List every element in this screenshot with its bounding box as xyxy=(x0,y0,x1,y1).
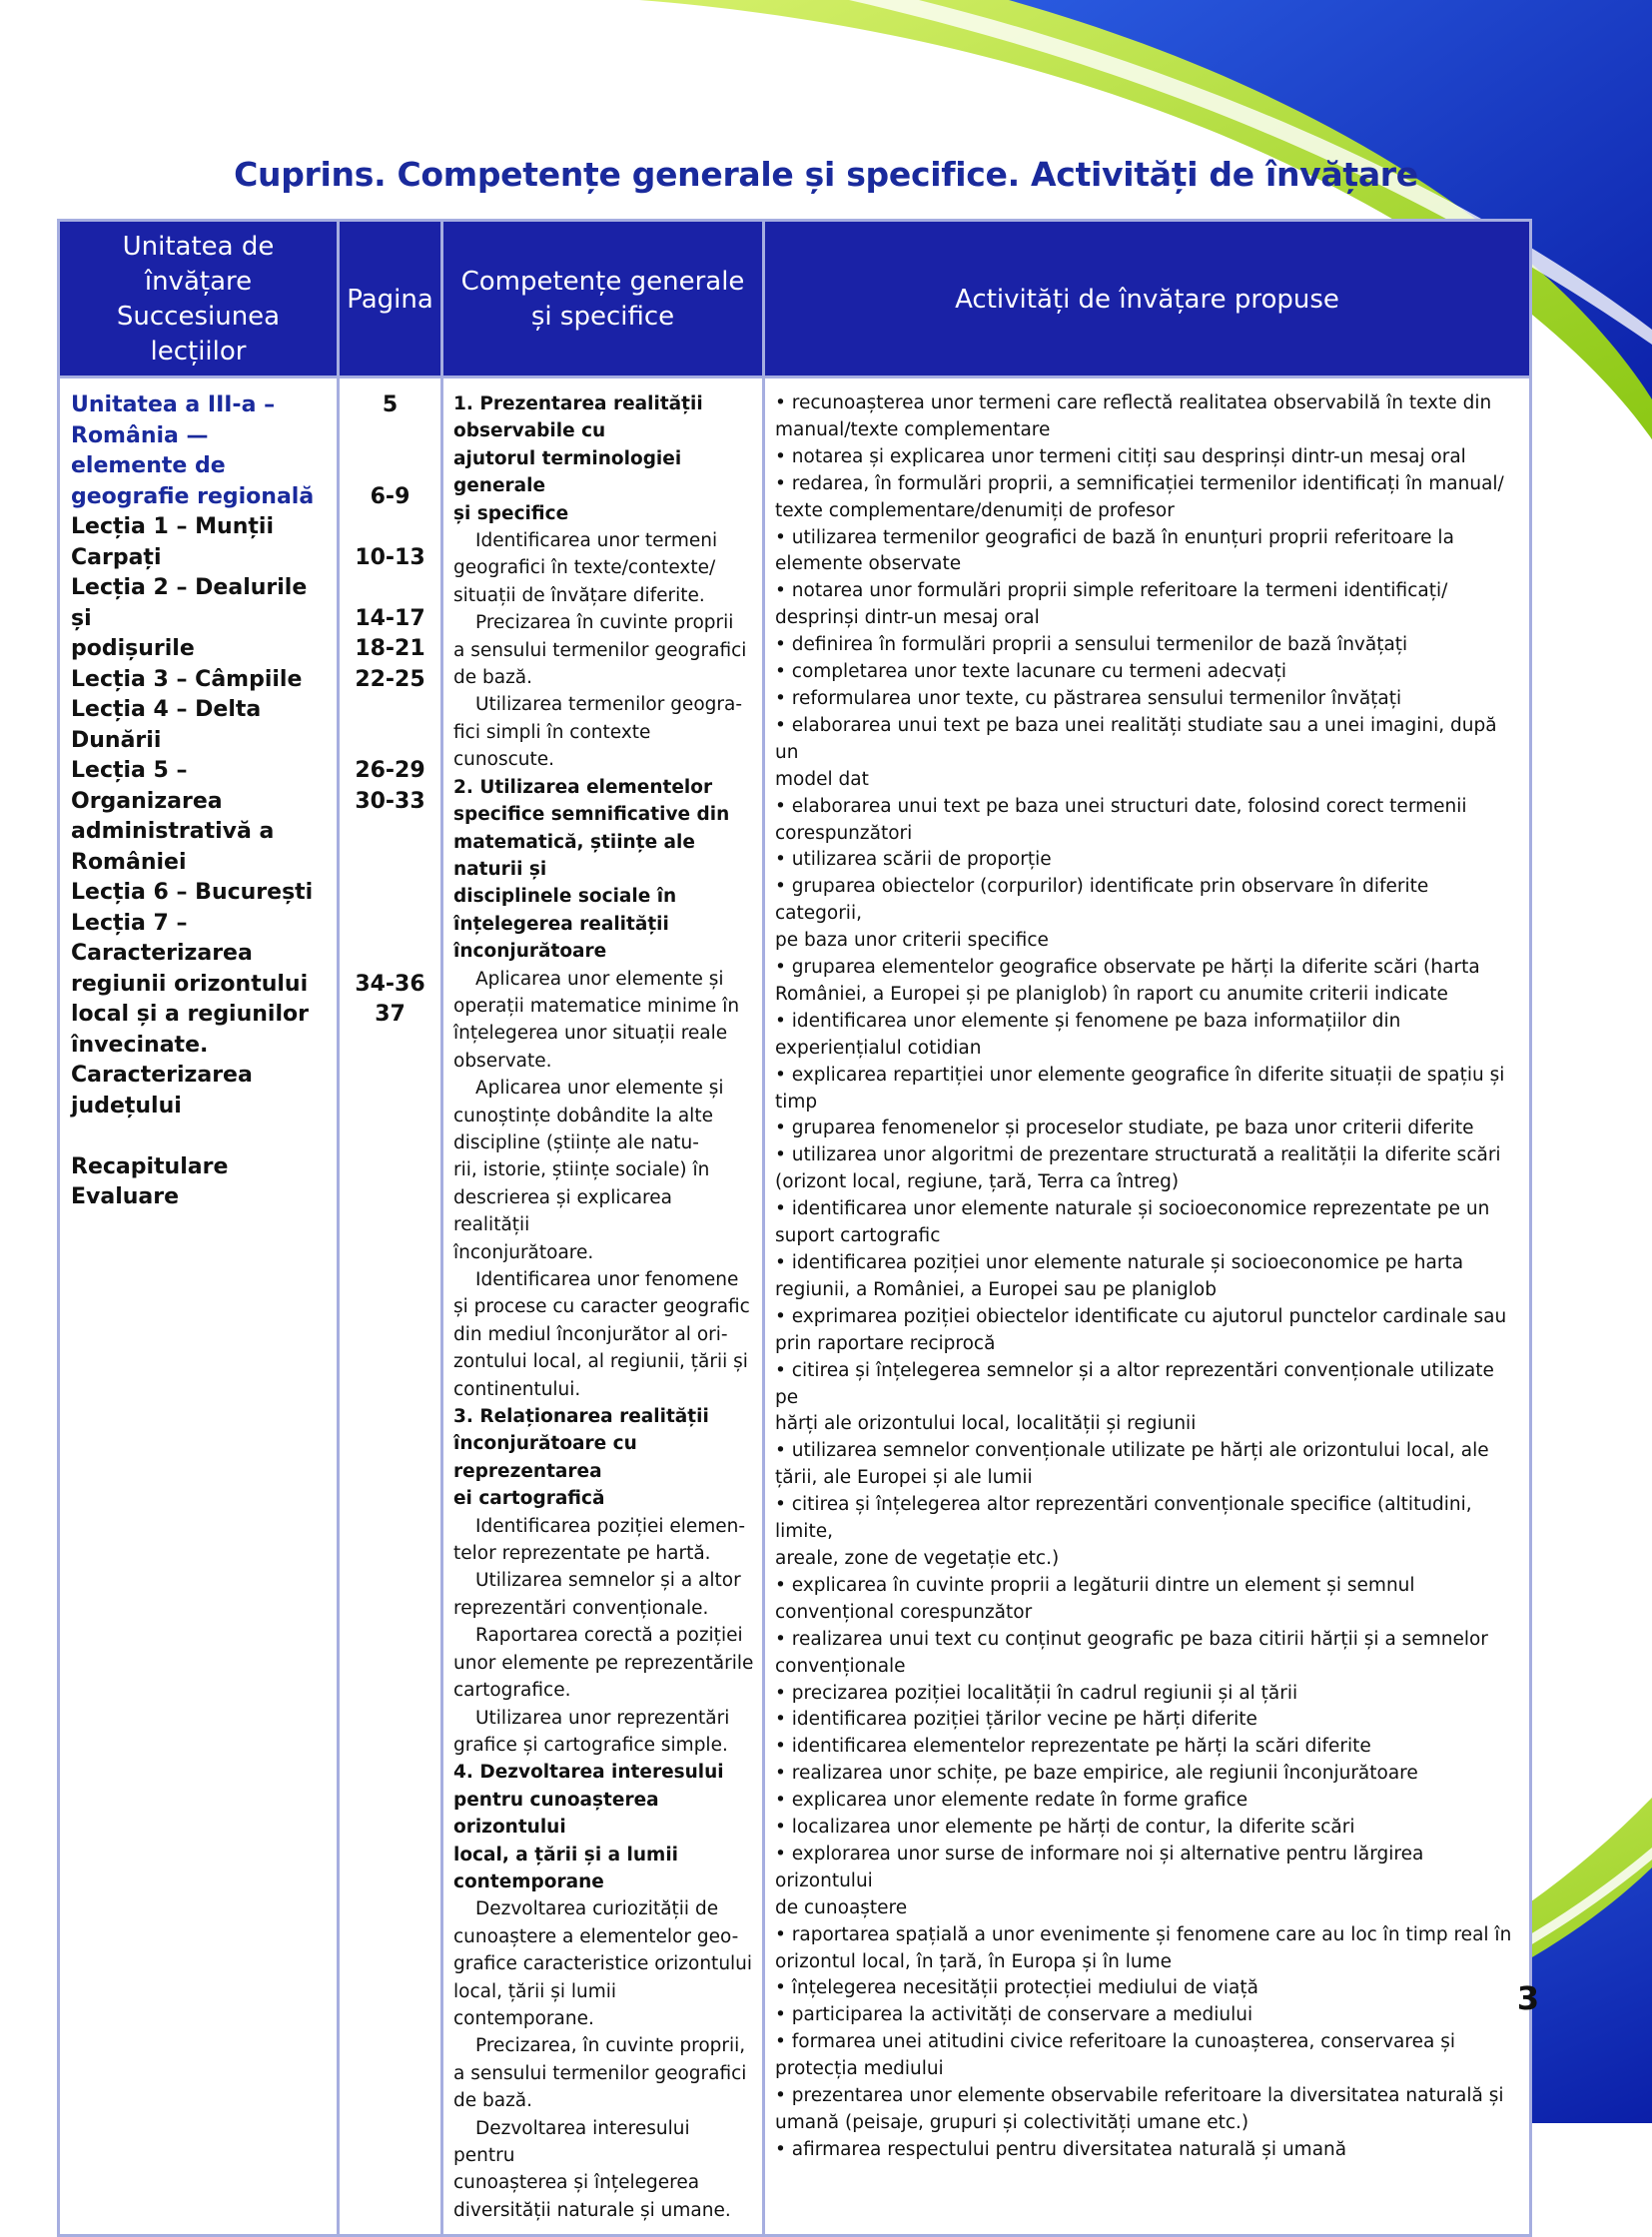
lesson-2-label: Lecția 2 – Dealurile și xyxy=(71,575,308,631)
activity-line: convențional corespunzător xyxy=(775,1601,1033,1623)
recap-page: 34-36 xyxy=(355,971,425,997)
competence-heading: 4. Dezvoltarea interesului xyxy=(453,1762,724,1784)
activity-line: • elaborarea unui text pe baza unei realități studiate sau a unei imagini, după un xyxy=(775,714,1497,763)
activity-line: experiențialul cotidian xyxy=(775,1037,982,1059)
specific-competence: reprezentări convenționale. xyxy=(453,1597,709,1619)
lesson-7-label: Lecția 7 – Caracterizarea xyxy=(71,910,253,966)
activity-line: umană (peisaje, grupuri și colectivități umane etc.) xyxy=(775,2112,1249,2133)
lesson-3-page: 14-17 xyxy=(355,605,425,631)
header-learning-unit: Unitatea de învățare Succesiunea lecțiilor xyxy=(59,221,339,377)
competence-heading: 3. Relaționarea realității xyxy=(453,1406,709,1428)
competence-heading: înconjurătoare cu reprezentarea xyxy=(453,1433,637,1482)
competence-heading: pentru cunoașterea orizontului xyxy=(453,1789,659,1839)
activity-line: • explorarea unor surse de informare noi și alternative pentru lărgirea orizontului xyxy=(775,1843,1424,1891)
competence-heading: disciplinele sociale în xyxy=(453,886,677,908)
activity-line: • utilizarea termenilor geografici de bază în enunțuri proprii referitoare la xyxy=(775,526,1454,548)
activity-line: elemente observate xyxy=(775,553,962,575)
lesson-6-label: Lecția 6 – București xyxy=(71,880,314,905)
contents-table xyxy=(57,219,1532,2237)
activity-line: • explicarea unor elemente redate în forme grafice xyxy=(775,1790,1248,1812)
activity-line: • redarea, în formulări proprii, a semnificației termenilor identificați în manual/ xyxy=(775,472,1504,494)
unit-page: 5 xyxy=(382,392,399,417)
header-competences: Competențe generale și specifice xyxy=(442,221,764,377)
recap-label: Recapitulare xyxy=(71,1153,229,1179)
specific-competence: cunoștințe dobândite la alte xyxy=(453,1105,713,1126)
activity-line: • explicarea în cuvinte proprii a legăturii dintre un element și semnul xyxy=(775,1574,1415,1596)
header-row xyxy=(59,221,1531,377)
lesson-1-label: Lecția 1 – Munții xyxy=(71,514,274,539)
activity-line: convenționale xyxy=(775,1655,906,1677)
pages-column xyxy=(339,377,442,2236)
competence-heading: înconjurătoare xyxy=(453,941,607,963)
activity-line: • completarea unor texte lacunare cu termeni adecvați xyxy=(775,661,1287,683)
lesson-6-page: 26-29 xyxy=(355,758,425,783)
specific-competence: înțelegerea unor situații reale xyxy=(453,1023,728,1045)
competence-heading: 2. Utilizarea elementelor xyxy=(453,776,713,798)
activity-line: • gruparea obiectelor (corpurilor) identificate prin observare în diferite categorii, xyxy=(775,876,1429,925)
specific-competence: și procese cu caracter geografic xyxy=(453,1296,750,1318)
activity-line: • notarea unor formulări proprii simple referitoare la termeni identificați/ xyxy=(775,580,1448,602)
competence-heading: înțelegerea realității xyxy=(453,913,669,935)
competence-heading: local, a țării și a lumii xyxy=(453,1844,678,1865)
unit-title: Unitatea a III-a – xyxy=(71,392,276,417)
specific-competence: grafice caracteristice orizontului xyxy=(453,1953,753,1975)
specific-competence: Utilizarea unor reprezentări xyxy=(475,1707,730,1729)
activity-line: regiunii, a României, a Europei sau pe planiglob xyxy=(775,1278,1217,1300)
activity-line: • identificarea unor elemente și fenomene pe baza informațiilor din xyxy=(775,1010,1401,1032)
lesson-7-label: Caracterizarea județului xyxy=(71,1063,253,1118)
lesson-5-label: administrativă a xyxy=(71,819,275,844)
specific-competence: local, țării și lumii contemporane. xyxy=(453,1980,617,2029)
lesson-7-label: învecinate. xyxy=(71,1032,209,1058)
specific-competence: fici simpli în contexte cunoscute. xyxy=(453,721,651,771)
lesson-5-page: 22-25 xyxy=(355,666,425,692)
specific-competence: Aplicarea unor elemente și xyxy=(475,1078,724,1100)
activity-line: • citirea și înțelegerea semnelor și a altor reprezentări convenționale utilizate pe xyxy=(775,1359,1494,1408)
specific-competence: înconjurătoare. xyxy=(453,1241,594,1263)
activity-line: • prezentarea unor elemente observabile referitoare la diversitatea naturală și xyxy=(775,2085,1504,2107)
unit-title: România — elemente de xyxy=(71,422,226,478)
activity-line: • gruparea fenomenelor și proceselor studiate, pe baza unor criterii diferite xyxy=(775,1118,1474,1139)
activity-line: • realizarea unor schițe, pe baze empirice, ale regiunii înconjurătoare xyxy=(775,1763,1418,1785)
specific-competence: Identificarea unor termeni xyxy=(475,530,718,552)
competence-heading: contemporane xyxy=(453,1870,604,1892)
activity-line: • gruparea elementelor geografice observate pe hărți la diferite scări (harta xyxy=(775,957,1480,979)
specific-competence: Precizarea în cuvinte proprii xyxy=(475,612,734,634)
activity-line: • identificarea elementelor reprezentate pe hărți la scări diferite xyxy=(775,1736,1371,1758)
specific-competence: Utilizarea termenilor geogra- xyxy=(475,694,742,716)
lesson-7-page: 30-33 xyxy=(355,788,425,814)
activity-line: areale, zone de vegetație etc.) xyxy=(775,1547,1060,1569)
activity-line: • elaborarea unui text pe baza unei structuri date, folosind corect termenii xyxy=(775,795,1467,817)
lesson-5-label: României xyxy=(71,849,187,875)
specific-competence: continentului. xyxy=(453,1378,581,1400)
specific-competence: discipline (științe ale natu- xyxy=(453,1131,699,1153)
competence-heading: ajutorul terminologiei generale xyxy=(453,447,682,497)
page-title: Cuprins. Competențe generale și specifice. Activități de învățare xyxy=(234,155,1418,194)
activity-line: • citirea și înțelegerea altor reprezentări convenționale specifice (altitudini, limite, xyxy=(775,1494,1472,1543)
specific-competence: cunoaștere a elementelor geo- xyxy=(453,1925,739,1947)
evaluation-label: Evaluare xyxy=(71,1184,180,1209)
activity-line: texte complementare/denumiți de profesor xyxy=(775,499,1175,521)
table-row xyxy=(59,377,1531,2236)
competence-heading: observabile cu xyxy=(453,420,606,442)
activity-line: hărți ale orizontului local, localității și regiunii xyxy=(775,1413,1197,1435)
specific-competence: a sensului termenilor geografici xyxy=(453,2062,747,2084)
lesson-1-label: Carpați xyxy=(71,544,162,570)
units-column xyxy=(59,377,339,2236)
activity-line: • formarea unei atitudini civice referitoare la cunoașterea, conservarea și xyxy=(775,2031,1455,2053)
activity-line: • utilizarea unor algoritmi de prezentare structurată a realității la diferite scări xyxy=(775,1144,1501,1166)
evaluation-page: 37 xyxy=(375,1002,406,1027)
specific-competence: din mediul înconjurător al ori- xyxy=(453,1323,728,1345)
activity-line: țării, ale Europei și ale lumii xyxy=(775,1467,1033,1489)
activity-line: României, a Europei și pe planiglob) în raport cu anumite criterii indicate xyxy=(775,983,1448,1005)
specific-competence: Aplicarea unor elemente și xyxy=(475,968,724,990)
lesson-7-label: regiunii orizontului xyxy=(71,971,309,997)
specific-competence: telor reprezentate pe hartă. xyxy=(453,1543,711,1565)
activity-line: corespunzători xyxy=(775,822,913,844)
activity-line: • exprimarea poziției obiectelor identificate cu ajutorul punctelor cardinale sau xyxy=(775,1305,1507,1327)
page-number: 3 xyxy=(1516,1979,1540,2017)
specific-competence: unor elemente pe reprezentările xyxy=(453,1652,754,1674)
competence-heading: și specifice xyxy=(453,502,569,524)
activity-line: pe baza unor criterii specifice xyxy=(775,930,1049,952)
activities-column xyxy=(764,377,1531,2236)
specific-competence: observate. xyxy=(453,1050,552,1072)
activity-line: • reformularea unor texte, cu păstrarea sensului termenilor învățați xyxy=(775,687,1402,709)
activity-line: • afirmarea respectului pentru diversitatea naturală și umană xyxy=(775,2138,1347,2160)
activity-line: • înțelegerea necesității protecției mediului de viață xyxy=(775,1977,1258,1999)
specific-competence: Precizarea, în cuvinte proprii, xyxy=(475,2035,746,2057)
specific-competence: rii, istorie, științe sociale) în xyxy=(453,1159,710,1181)
specific-competence: operații matematice minime în xyxy=(453,995,740,1017)
lesson-7-label: local și a regiunilor xyxy=(71,1002,309,1027)
activity-line: • precizarea poziției localității în cadrul regiunii și al țării xyxy=(775,1682,1298,1704)
specific-competence: Dezvoltarea interesului pentru xyxy=(453,2117,690,2166)
specific-competence: cartografice. xyxy=(453,1680,571,1702)
activity-line: • explicarea repartiției unor elemente geografice în diferite situații de spațiu și timp xyxy=(775,1064,1505,1113)
specific-competence: descrierea și explicarea realității xyxy=(453,1186,672,1236)
specific-competence: Utilizarea semnelor și a altor xyxy=(475,1570,741,1592)
specific-competence: Dezvoltarea curiozității de xyxy=(475,1898,719,1920)
lesson-3-label: Lecția 3 – Câmpiile xyxy=(71,666,303,692)
activity-line: • notarea și explicarea unor termeni citiți sau desprinși dintr-un mesaj oral xyxy=(775,445,1466,467)
lesson-4-label: Lecția 4 – Delta Dunării xyxy=(71,697,262,753)
activity-line: • participarea la activități de conservare a mediului xyxy=(775,2004,1253,2026)
specific-competence: diversității naturale și umane. xyxy=(453,2199,731,2221)
specific-competence: situații de învățare diferite. xyxy=(453,584,705,606)
lesson-2-label: podișurile xyxy=(71,636,195,661)
unit-title: geografie regională xyxy=(71,483,315,509)
specific-competence: geografici în texte/contexte/ xyxy=(453,557,716,579)
specific-competence: cunoașterea și înțelegerea xyxy=(453,2172,700,2194)
specific-competence: Raportarea corectă a poziției xyxy=(475,1625,743,1647)
activity-line: • utilizarea semnelor convenționale utilizate pe hărți ale orizontului local, ale xyxy=(775,1440,1489,1462)
competence-heading: specifice semnificative din xyxy=(453,804,730,826)
activity-line: suport cartografic xyxy=(775,1225,941,1247)
activity-line: • localizarea unor elemente pe hărți de contur, la diferite scări xyxy=(775,1817,1355,1839)
competence-heading: 1. Prezentarea realității xyxy=(453,393,703,414)
header-page: Pagina xyxy=(339,221,442,377)
activity-line: • identificarea poziției țărilor vecine pe hărți diferite xyxy=(775,1709,1257,1731)
header-activities: Activități de învățare propuse xyxy=(764,221,1531,377)
competence-heading: ei cartografică xyxy=(453,1488,605,1510)
specific-competence: a sensului termenilor geografici xyxy=(453,639,747,661)
specific-competence: Identificarea unor fenomene xyxy=(475,1269,739,1290)
activity-line: • identificarea unor elemente naturale și socioeconomice reprezentate pe un xyxy=(775,1198,1490,1220)
activity-line: model dat xyxy=(775,768,869,790)
activity-line: orizontul local, în țară, în Europa și în lume xyxy=(775,1950,1173,1972)
lesson-5-label: Lecția 5 – Organizarea xyxy=(71,758,223,814)
competence-heading: matematică, științe ale naturii și xyxy=(453,831,695,880)
lesson-2-page: 10-13 xyxy=(355,544,425,570)
specific-competence: grafice și cartografice simple. xyxy=(453,1734,728,1756)
lesson-4-page: 18-21 xyxy=(355,636,425,661)
lesson-1-page: 6-9 xyxy=(370,483,411,509)
activity-line: protecția mediului xyxy=(775,2058,944,2080)
activity-line: • realizarea unui text cu conținut geografic pe baza citirii hărții și a semnelor xyxy=(775,1628,1488,1650)
activity-line: (orizont local, regiune, țară, Terra ca întreg) xyxy=(775,1171,1180,1193)
specific-competence: Identificarea poziției elemen- xyxy=(475,1515,746,1537)
specific-competence: de bază. xyxy=(453,2090,533,2112)
activity-line: • recunoașterea unor termeni care reflectă realitatea observabilă în texte din xyxy=(775,392,1492,413)
activity-line: desprinși dintr-un mesaj oral xyxy=(775,607,1040,629)
activity-line: • raportarea spațială a unor evenimente și fenomene care au loc în timp real în xyxy=(775,1923,1512,1945)
activity-line: manual/texte complementare xyxy=(775,418,1051,440)
competences-column xyxy=(442,377,764,2236)
specific-competence: de bază. xyxy=(453,667,533,689)
specific-competence: zontului local, al regiunii, țării și xyxy=(453,1351,748,1373)
activity-line: prin raportare reciprocă xyxy=(775,1332,996,1354)
activity-line: • utilizarea scării de proporție xyxy=(775,849,1052,871)
activity-line: de cunoaștere xyxy=(775,1896,908,1918)
activity-line: • definirea în formulări proprii a sensului termenilor de bază învățați xyxy=(775,634,1408,656)
activity-line: • identificarea poziției unor elemente naturale și socioeconomice pe harta xyxy=(775,1252,1464,1273)
